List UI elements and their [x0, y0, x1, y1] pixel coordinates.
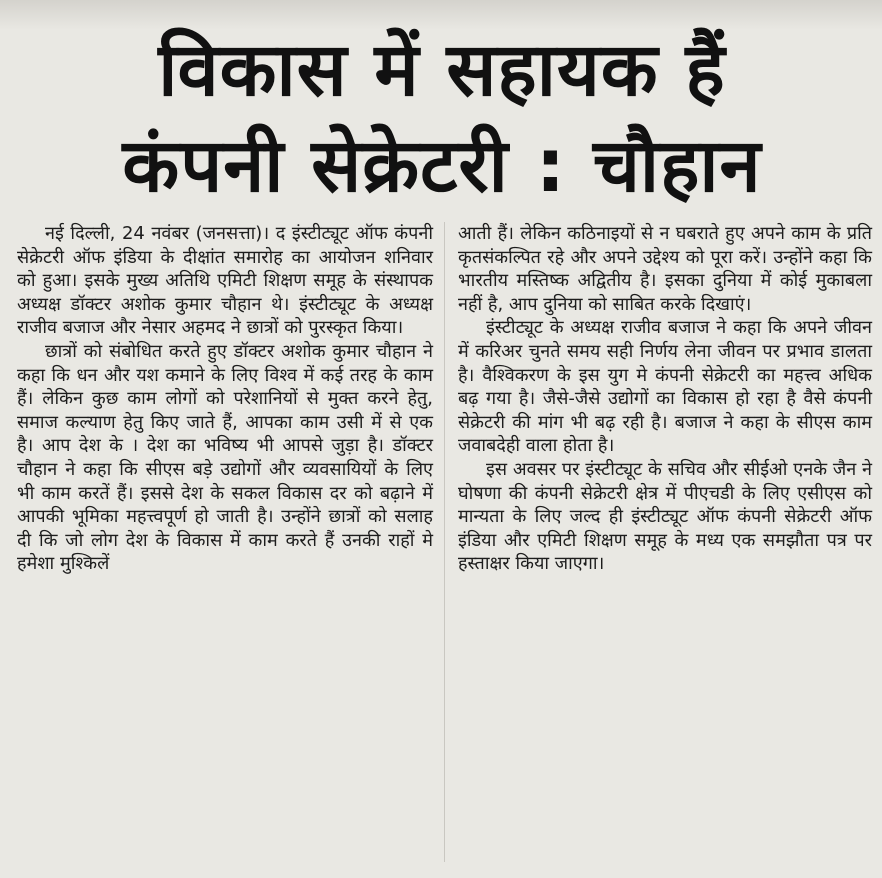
column-divider	[444, 222, 445, 862]
headline-line-1: विकास में सहायक हैं	[158, 27, 726, 113]
headline-line-2: कंपनी सेक्रेटरी : चौहान	[122, 123, 762, 209]
headline	[14, 22, 870, 214]
paragraph: इस अवसर पर इंस्टीट्यूट के सचिव और सीईओ एनके जैन ने घोषणा की कंपनी सेक्रेटरी क्षेत्र में पीएचडी के लिए एसीएस को मान्यता के लिए जल्द ही इंस्टीट्यूट ऑफ कंपनी सेक्रेटरी ऑफ इंडिया और एमिटी शिक्षण समूह के मध्य एक समझौता पत्र पर हस्ताक्षर किया जाएगा।	[458, 458, 872, 575]
article-column-left	[17, 222, 433, 576]
paragraph: छात्रों को संबोधित करते हुए डॉक्टर अशोक कुमार चौहान ने कहा कि धन और यश कमाने के लिए विश्व में कई तरह के काम हैं। लेकिन कुछ काम लोगों को परेशानियों से मुक्त करने हेतु, समाज कल्याण हेतु किए जाते हैं, आपका काम उसी में से एक है। आप देश के । देश का भविष्य भी आपसे जुड़ा है। डॉक्टर चौहान ने कहा कि सीएस बड़े उद्योगों और व्यवसायियों के लिए भी काम करतें हैं। इससे देश के सकल विकास दर को बढ़ाने में आपकी भूमिका महत्त्वपूर्ण हो जाती है। उन्होंने छात्रों को सलाह दी कि जो लोग देश के विकास में काम करते हैं उनकी राहों मे हमेशा मुश्किलें	[17, 340, 433, 575]
paragraph: इंस्टीट्यूट के अध्यक्ष राजीव बजाज ने कहा कि अपने जीवन में करिअर चुनते समय सही निर्णय लेना जीवन पर प्रभाव डालता है। वैश्विकरण के इस युग मे कंपनी सेक्रेटरी का महत्त्व अधिक बढ़ गया है। जैसे-जैसे उद्योगों का विकास हो रहा है वैसे कंपनी सेक्रेटरी की मांग भी बढ़ रही है। बजाज ने कहा के सीएस काम जवाबदेही वाला होता है।	[458, 317, 872, 457]
article-column-right	[458, 222, 872, 576]
paragraph: नई दिल्ली, 24 नवंबर (जनसत्ता)। द इंस्टीट्यूट ऑफ कंपनी सेक्रेटरी ऑफ इंडिया के दीक्षांत समारोह का आयोजन शनिवार को हुआ। इसके मुख्य अतिथि एमिटी शिक्षण समूह के संस्थापक अध्यक्ष डॉक्टर अशोक कुमार चौहान थे। इंस्टीट्यूट के अध्यक्ष राजीव बजाज और नेसार अहमद ने छात्रों को पुरस्कृत किया।	[17, 223, 433, 339]
paragraph: आती हैं। लेकिन कठिनाइयों से न घबराते हुए अपने काम के प्रति कृतसंकल्पित रहे और अपने उद्देश्य को पूरा करें। उन्होंने कहा कि भारतीय मस्तिष्क अद्वितीय है। इसका दुनिया में कोई मुकाबला नहीं है, आप दुनिया को साबित करके दिखाएं।	[458, 223, 872, 315]
